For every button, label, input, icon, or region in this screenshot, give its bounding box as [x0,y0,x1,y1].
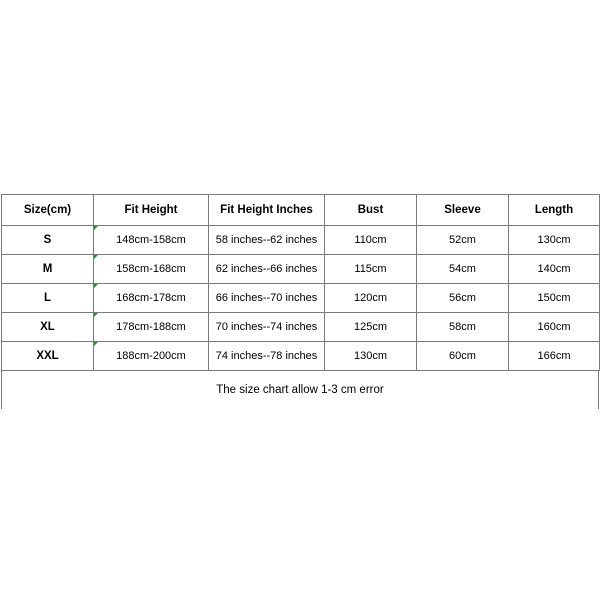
fit-height-cell [94,255,209,284]
column-header-length: Length [509,195,600,226]
fit-height-inches-cell: 58 inches--62 inches [209,226,325,255]
fit-height-value: 148cm-158cm [116,234,186,246]
length-cell: 140cm [509,255,600,284]
bust-cell: 110cm [325,226,417,255]
fit-height-inches-cell: 74 inches--78 inches [209,342,325,371]
table-row [2,255,600,284]
fit-height-inches-cell: 62 inches--66 inches [209,255,325,284]
corner-mark [94,226,98,230]
header-row [2,195,600,226]
length-cell: 150cm [509,284,600,313]
bust-cell: 115cm [325,255,417,284]
corner-mark [94,313,98,317]
note-text: The size chart allow 1-3 cm error [216,384,384,396]
fit-height-inches-cell: 70 inches--74 inches [209,313,325,342]
fit-height-cell [94,313,209,342]
fit-height-value: 188cm-200cm [116,350,186,362]
size-cell: M [2,255,94,284]
sleeve-cell: 56cm [417,284,509,313]
size-cell: XXL [2,342,94,371]
sleeve-cell: 54cm [417,255,509,284]
bust-cell: 120cm [325,284,417,313]
length-cell: 160cm [509,313,600,342]
size-chart [1,194,599,409]
bust-cell: 125cm [325,313,417,342]
column-header-size: Size(cm) [2,195,94,226]
table-row [2,313,600,342]
table-row [2,342,600,371]
sleeve-cell: 58cm [417,313,509,342]
length-cell: 130cm [509,226,600,255]
corner-mark [94,342,98,346]
size-cell: XL [2,313,94,342]
size-chart-table [1,194,600,371]
column-header-fit-height-inches: Fit Height Inches [209,195,325,226]
size-cell: S [2,226,94,255]
sleeve-cell: 60cm [417,342,509,371]
sleeve-cell: 52cm [417,226,509,255]
size-cell: L [2,284,94,313]
fit-height-cell [94,226,209,255]
fit-height-cell [94,342,209,371]
fit-height-value: 158cm-168cm [116,263,186,275]
table-row [2,284,600,313]
column-header-fit-height: Fit Height [94,195,209,226]
column-header-sleeve: Sleeve [417,195,509,226]
length-cell: 166cm [509,342,600,371]
corner-mark [94,255,98,259]
fit-height-inches-cell: 66 inches--70 inches [209,284,325,313]
fit-height-value: 178cm-188cm [116,321,186,333]
fit-height-value: 168cm-178cm [116,292,186,304]
size-chart-note [1,371,599,409]
fit-height-cell [94,284,209,313]
bust-cell: 130cm [325,342,417,371]
column-header-bust: Bust [325,195,417,226]
table-row [2,226,600,255]
corner-mark [94,284,98,288]
